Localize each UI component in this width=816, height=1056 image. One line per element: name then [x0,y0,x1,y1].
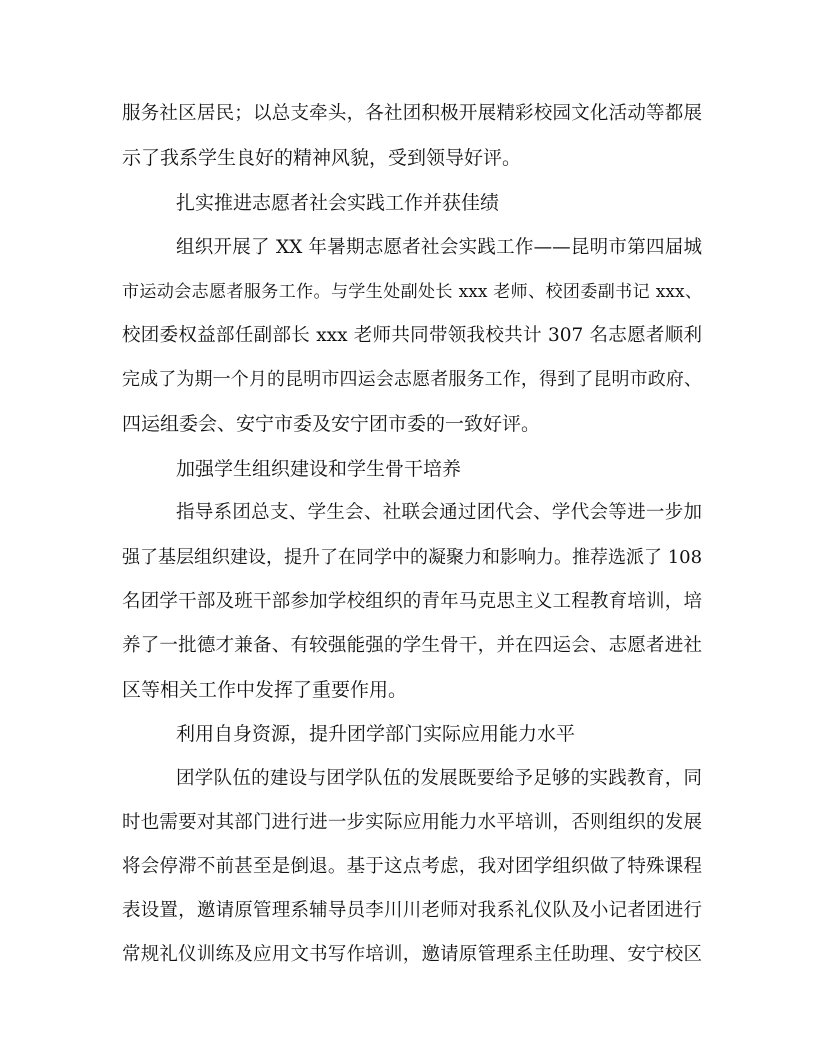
paragraph-line: 组织开展了 XX 年暑期志愿者社会实践工作——昆明市第四届城 [176,237,702,258]
paragraph-line: 将会停滞不前甚至是倒退。基于这点考虑，我对团学组织做了特殊课程 [122,856,702,877]
paragraph-line: 常规礼仪训练及应用文书写作培训，邀请原管理系主任助理、安宁校区 [122,944,702,965]
paragraph-line: 完成了为期一个月的昆明市四运会志愿者服务工作，得到了昆明市政府、 [122,369,702,390]
section-heading: 扎实推进志愿者社会实践工作并获佳绩 [176,192,500,214]
paragraph-line: 表设置，邀请原管理系辅导员李川川老师对我系礼仪队及小记者团进行 [122,900,702,921]
paragraph-line: 校团委权益部任副部长 xxx 老师共同带领我校共计 307 名志愿者顺利 [122,325,702,346]
paragraph-line: 养了一批德才兼备、有较强能强的学生骨干，并在四运会、志愿者进社 [122,635,702,656]
paragraph-line: 四运组委会、安宁市委及安宁团市委的一致好评。 [122,413,541,435]
section-heading: 加强学生组织建设和学生骨干培养 [176,458,462,480]
paragraph-line: 区等相关工作中发挥了重要作用。 [122,679,408,701]
paragraph-line: 服务社区居民；以总支牵头，各社团积极开展精彩校园文化活动等都展 [122,103,702,124]
paragraph-line: 团学队伍的建设与团学队伍的发展既要给予足够的实践教育，同 [176,768,702,789]
paragraph-line: 名团学干部及班干部参加学校组织的青年马克思主义工程教育培训，培 [122,591,702,612]
paragraph-line: 指导系团总支、学生会、社联会通过团代会、学代会等进一步加 [176,502,702,523]
paragraph-line: 时也需要对其部门进行进一步实际应用能力水平培训，否则组织的发展 [122,812,702,833]
section-heading: 利用自身资源，提升团学部门实际应用能力水平 [176,723,576,745]
paragraph-line: 市运动会志愿者服务工作。与学生处副处长 xxx 老师、校团委副书记 xxx、 [122,282,702,302]
paragraph-line: 强了基层组织建设，提升了在同学中的凝聚力和影响力。推荐选派了 108 [122,547,702,568]
paragraph-line: 示了我系学生良好的精神风貌，受到领导好评。 [122,147,522,169]
